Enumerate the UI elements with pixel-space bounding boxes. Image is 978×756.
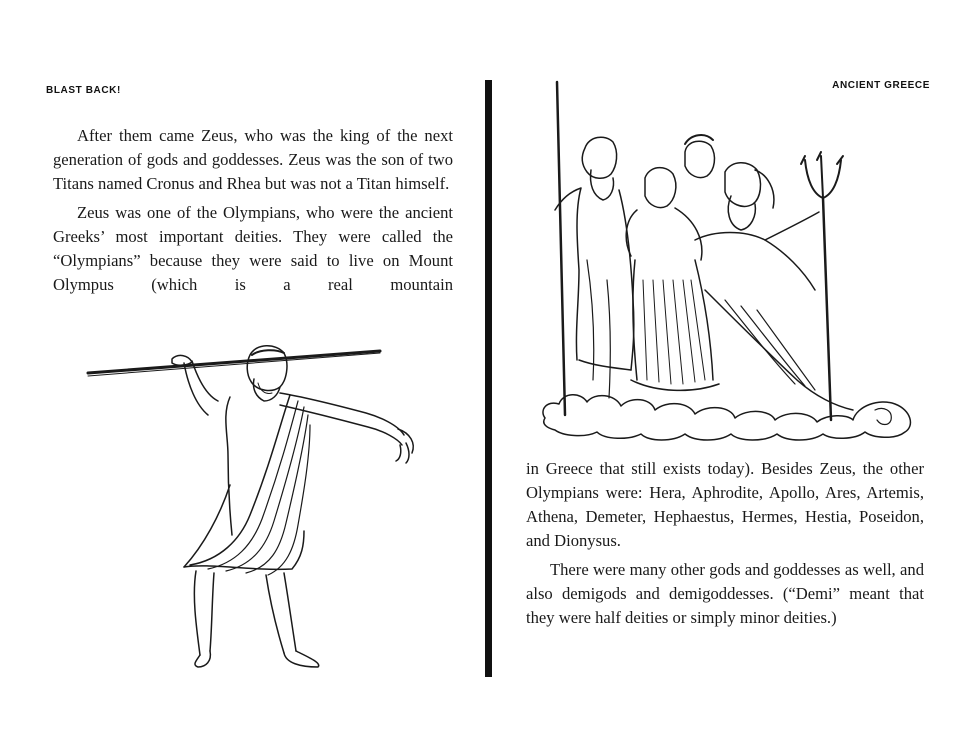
zeus-illustration [80, 335, 430, 675]
left-page-text [53, 124, 453, 297]
paragraph: Zeus was one of the Olympians, who were the ancient Greeks’ most important deities. They were called the “Olympians” because they were said to live on Mount Olympus (which is a real mountain [53, 203, 453, 294]
olympians-illustration [535, 80, 925, 445]
right-page-text [526, 457, 924, 630]
paragraph: There were many other gods and goddesses as well, and also demigods and demigoddesses. (“Demi” meant that they were half deities or simply minor deities.) [526, 560, 924, 627]
page-gutter [485, 80, 492, 677]
paragraph: in Greece that still exists today). Besides Zeus, the other Olympians were: Hera, Aphrodite, Apollo, Ares, Artemis, Athena, Demeter, Hephaestus, Hermes, Hestia, Poseidon, and Dionysus. [526, 459, 924, 550]
paragraph: After them came Zeus, who was the king of the next generation of gods and goddesses. Zeus was the son of two Titans named Cronus and Rhea but was not a Titan himself. [53, 126, 453, 193]
left-page [0, 0, 486, 756]
running-head-right: ANCIENT GREECE [832, 80, 930, 91]
running-head-left: BLAST BACK! [46, 85, 121, 96]
